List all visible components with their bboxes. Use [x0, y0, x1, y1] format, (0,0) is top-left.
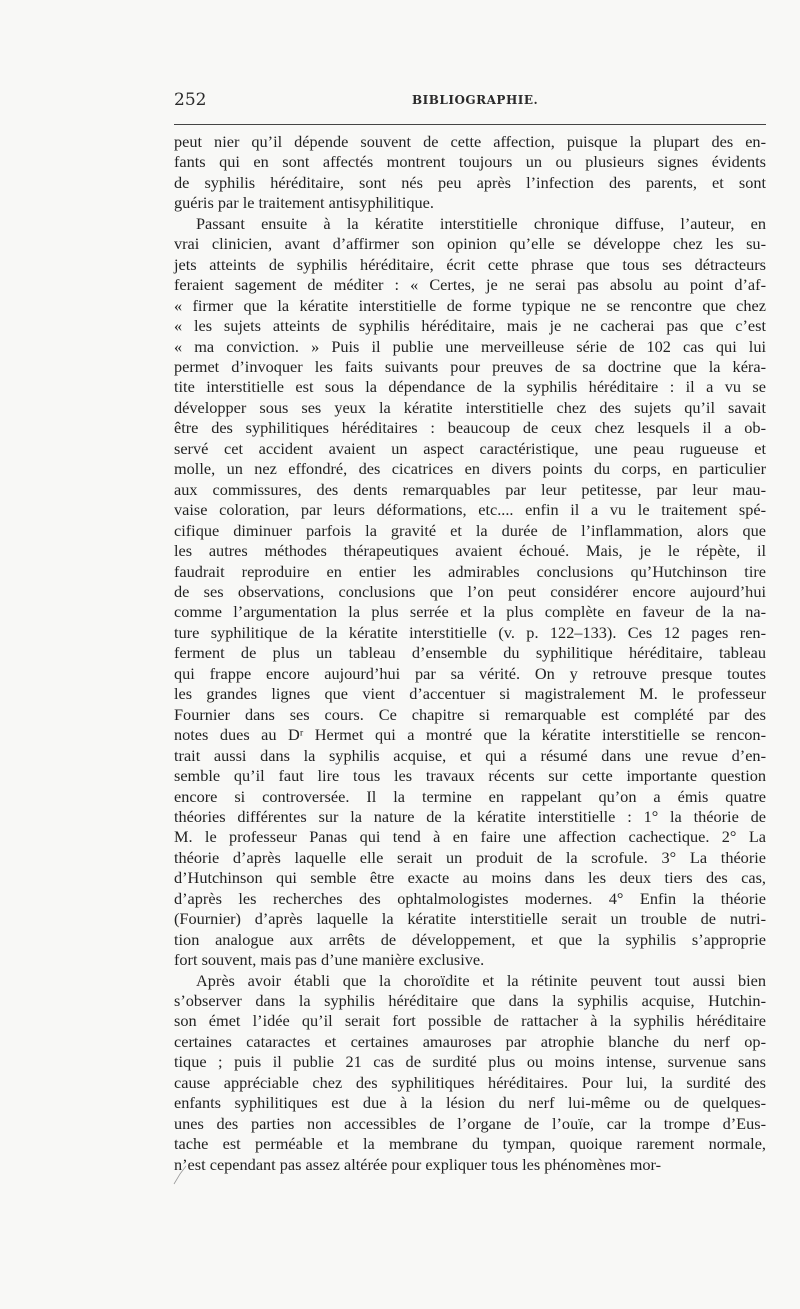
text-line: vaise coloration, par leurs déformations, etc.... enfin il a vu le traitement spé- — [174, 500, 766, 520]
text-line: les grandes lignes que vient d’accentuer si magistralement M. le professeur — [174, 684, 766, 704]
page-header — [174, 90, 766, 116]
text-line: feraient sagement de méditer : « Certes, je ne serai pas absolu au point d’af- — [174, 275, 766, 295]
text-line: comme l’argumentation la plus serrée et la plus complète en faveur de la na- — [174, 602, 766, 622]
text-line: peut nier qu’il dépende souvent de cette affection, puisque la plupart des en- — [174, 132, 766, 151]
text-line: d’après les recherches des ophtalmologistes modernes. 4° Enfin la théorie — [174, 888, 766, 908]
text-line: développer sous ses yeux la kératite interstitielle chez des sujets qu’il savait — [174, 397, 766, 417]
text-line: Fournier dans ses cours. Ce chapitre si remarquable est complété par des — [174, 704, 766, 724]
text-line: de ses observations, conclusions que l’on peut considérer encore aujourd’hui — [174, 581, 766, 601]
text-line: cause appréciable chez des syphilitiques héréditaires. Pour lui, la surdité des — [174, 1072, 766, 1092]
stray-pen-mark — [172, 1162, 192, 1186]
text-line: unes des parties non accessibles de l’organe de l’ouïe, car la trompe d’Eus- — [174, 1113, 766, 1133]
text-line: permet d’invoquer les faits suivants pour preuves de sa doctrine que la kéra- — [174, 356, 766, 376]
text-line: « les sujets atteints de syphilis héréditaire, mais je ne cacherai pas que c’est — [174, 316, 766, 336]
text-line: semble qu’il faut lire tous les travaux récents sur cette importante question — [174, 766, 766, 786]
text-line: être des syphilitiques héréditaires : beaucoup de ceux chez lesquels il a ob- — [174, 418, 766, 438]
text-line: enfants syphilitiques est due à la lésion du nerf lui-même ou de quelques- — [174, 1093, 766, 1113]
text-line: servé cet accident avaient un aspect caractéristique, une peau rugueuse et — [174, 438, 766, 458]
text-line: notes dues au Dʳ Hermet qui a montré que la kératite interstitielle se rencon- — [174, 725, 766, 745]
text-line: ferment de plus un tableau d’ensemble du syphilitique héréditaire, tableau — [174, 643, 766, 663]
text-line: qui frappe encore aujourd’hui par sa vérité. On y retrouve presque toutes — [174, 663, 766, 683]
text-line: Après avoir établi que la choroïdite et la rétinite peuvent tout aussi bien — [196, 970, 766, 990]
text-line: tite interstitielle est sous la dépendance de la syphilis héréditaire : il a vu se — [174, 377, 766, 397]
running-head: BIBLIOGRAPHIE. — [412, 93, 539, 107]
text-line: encore si controversée. Il la termine en rappelant qu’on a émis quatre — [174, 786, 766, 806]
text-line: « ma conviction. » Puis il publie une merveilleuse série de 102 cas qui lui — [174, 336, 766, 356]
text-line: n’est cependant pas assez altérée pour expliquer tous les phénomènes mor- — [174, 1154, 662, 1174]
text-line: guéris par le traitement antisyphilitique. — [174, 193, 434, 213]
text-line: d’Hutchinson qui semble être exacte au moins dans les deux tiers des cas, — [174, 868, 766, 888]
text-line: Passant ensuite à la kératite interstitielle chronique diffuse, l’auteur, en — [196, 213, 766, 233]
text-line: M. le professeur Panas qui tend à en faire une affection cachectique. 2° La — [174, 827, 766, 847]
text-line: « firmer que la kératite interstitielle de forme typique ne se rencontre que chez — [174, 295, 766, 315]
body-text — [174, 132, 766, 1175]
paragraph — [174, 132, 766, 214]
text-line: fort souvent, mais pas d’une manière exclusive. — [174, 950, 485, 970]
text-line: certaines cataractes et certaines amauroses par atrophie blanche du nerf op- — [174, 1031, 766, 1051]
text-line: molle, un nez effondré, des cicatrices en divers points du corps, en particulier — [174, 459, 766, 479]
text-line: tion analogue aux arrêts de développement, et que la syphilis s’approprie — [174, 929, 766, 949]
text-line: théories différentes sur la nature de la kératite interstitielle : 1° la théorie de — [174, 806, 766, 826]
text-line: (Fournier) d’après laquelle la kératite interstitielle serait un trouble de nutri- — [174, 909, 766, 929]
text-line: son émet l’idée qu’il serait fort possible de rattacher à la syphilis héréditaire — [174, 1011, 766, 1031]
text-line: trait aussi dans la syphilis acquise, et qui a résumé dans une revue d’en- — [174, 745, 766, 765]
text-line: théorie d’après laquelle elle serait un produit de la scrofule. 3° La théorie — [174, 847, 766, 867]
text-line: aux commissures, des dents remarquables par leur petitesse, par leur mau- — [174, 479, 766, 499]
page-number: 252 — [174, 90, 207, 110]
text-line: s’observer dans la syphilis héréditaire que dans la syphilis acquise, Hutchin- — [174, 991, 766, 1011]
text-line: fants qui en sont affectés montrent toujours un ou plusieurs signes évidents — [174, 152, 766, 172]
text-line: tache est perméable et la membrane du tympan, quoique rarement normale, — [174, 1134, 766, 1154]
header-rule — [174, 124, 766, 125]
text-line: cifique diminuer parfois la gravité et la durée de l’inflammation, alors que — [174, 520, 766, 540]
text-line: tique ; puis il publie 21 cas de surdité plus ou moins intense, survenue sans — [174, 1052, 766, 1072]
text-line: vrai clinicien, avant d’affirmer son opinion qu’elle se développe chez les su- — [174, 234, 766, 254]
paragraph — [174, 971, 766, 1176]
text-line: jets atteints de syphilis héréditaire, écrit cette phrase que tous ses détracteurs — [174, 254, 766, 274]
paragraph — [174, 214, 766, 971]
text-line: ture syphilitique de la kératite interstitielle (v. p. 122–133). Ces 12 pages ren- — [174, 622, 766, 642]
text-line: faudrait reproduire en entier les admirables conclusions qu’Hutchinson tire — [174, 561, 766, 581]
text-line: les autres méthodes thérapeutiques avaient échoué. Mais, je le répète, il — [174, 541, 766, 561]
text-line: de syphilis héréditaire, sont nés peu après l’infection des parents, et sont — [174, 172, 766, 192]
